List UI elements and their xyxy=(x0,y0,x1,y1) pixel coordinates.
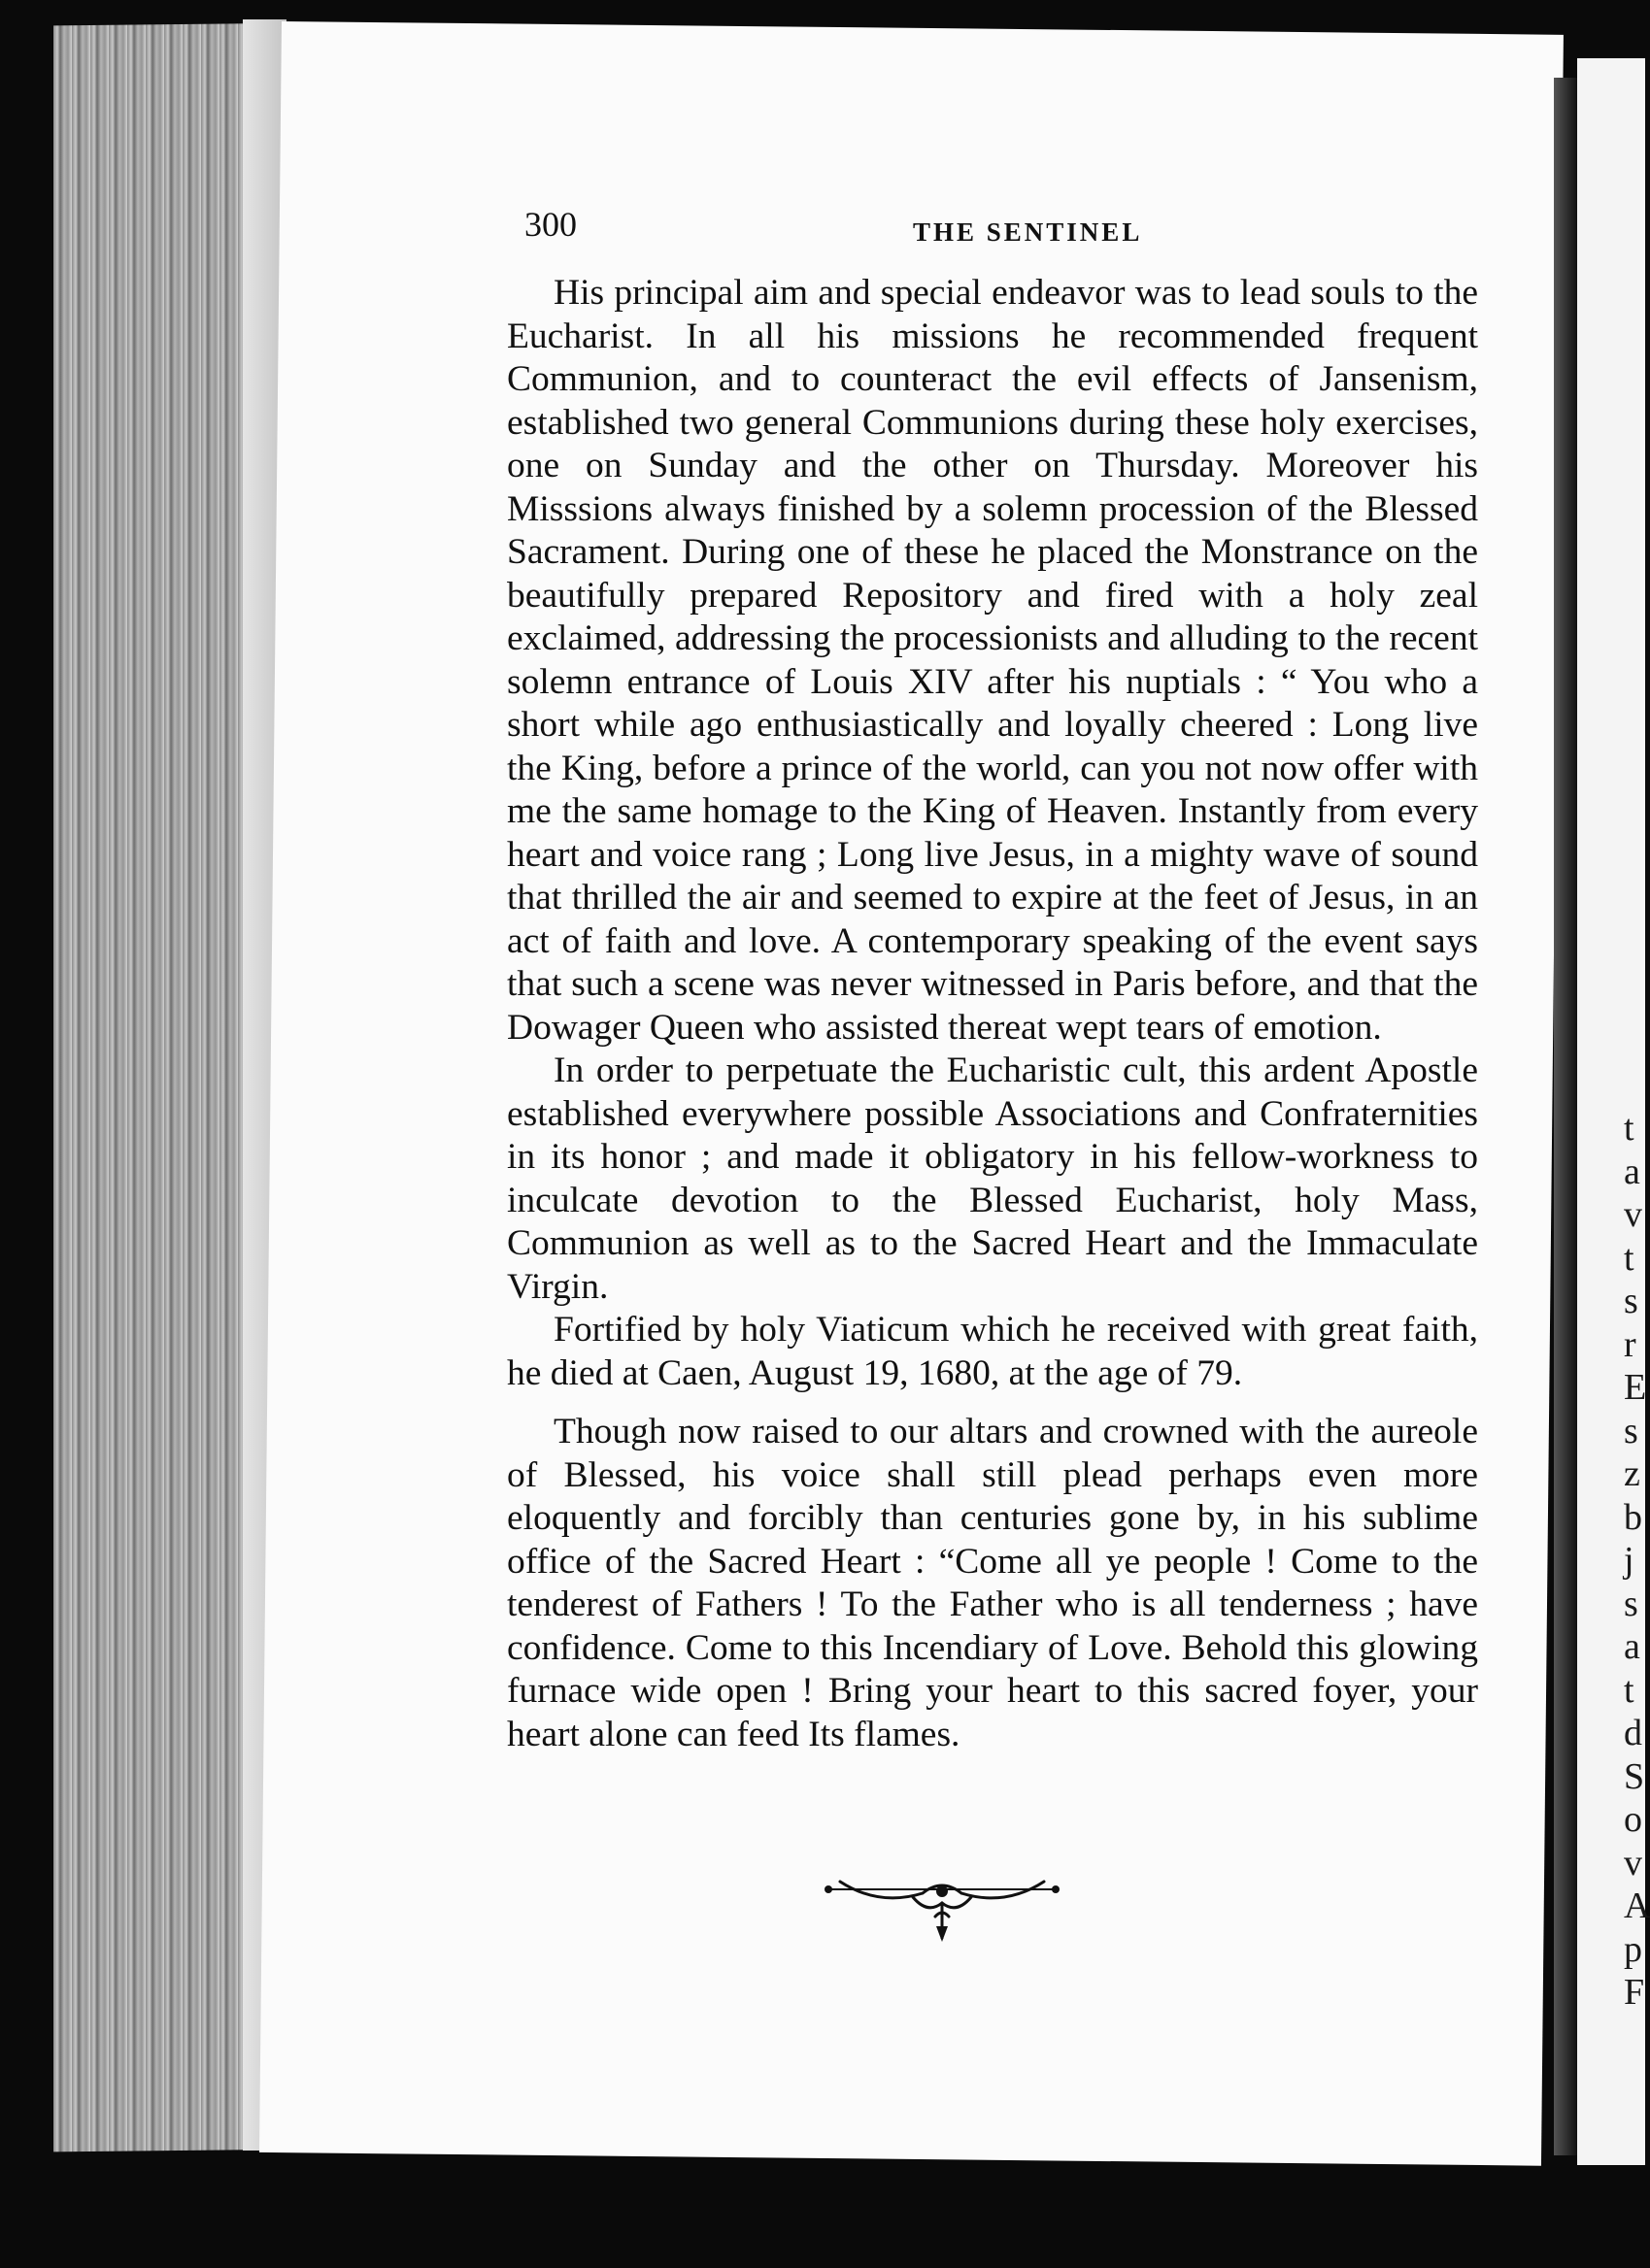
paragraph: In order to perpetuate the Eucharistic cult, this ardent Apostle established everywhere possible Associations and Confraternities in its honor ; and made it obligatory in his fellow-workness to inculcate devotion to the Blessed Eucharist, holy Mass, Communion as well as to the Sacred Heart and the Immaculate Virgin. xyxy=(507,1051,1478,1307)
facing-letter: t xyxy=(1624,1669,1634,1711)
facing-letter: j xyxy=(1624,1540,1634,1581)
facing-letter: s xyxy=(1624,1281,1638,1321)
facing-letter: v xyxy=(1624,1194,1642,1235)
paragraph: Fortified by holy Viaticum which he received with great faith, he died at Caen, August 19, 1680, at the age of 79. xyxy=(507,1310,1478,1393)
page-number: 300 xyxy=(524,205,577,244)
facing-letter: t xyxy=(1624,1237,1634,1279)
facing-letter: d xyxy=(1624,1713,1642,1753)
facing-letter: a xyxy=(1624,1151,1640,1192)
facing-letter: v xyxy=(1624,1842,1642,1884)
facing-letter: s xyxy=(1624,1583,1638,1624)
paragraph: Though now raised to our altars and crowned with the aureole of Blessed, his voice shall still plead perhaps even more eloquently and forcibly than centuries gone by, in his sublime office of the Sacred Heart : “Come all ye people ! Come to the tenderest of Fathers ! To the Father who is all tenderness ; have confidence. Come to this Incendiary of Love. Behold this glowing furnace wide open ! Bring your heart to this sacred foyer, your heart alone can feed Its flames. xyxy=(507,1412,1478,1754)
facing-letter: S xyxy=(1624,1755,1645,1797)
facing-letter: z xyxy=(1624,1453,1640,1494)
facing-letter: a xyxy=(1624,1626,1640,1667)
paragraph: His principal aim and special endeavor was to lead souls to the Eucharist. In all his missions he recommended frequent Communion, and to counteract the evil effects of Jansenism, established two general Communions during these holy exercises, one on Sunday and the other on Thursday. Moreover his Misssions always finished by a solemn procession of the Blessed Sacrament. During one of these he placed the Monstrance on the beautifully prepared Repository and fired with a holy zeal exclaimed, addressing the processionists and alluding to the recent solemn entrance of Louis XIV after his nuptials : “ You who a short while ago enthusiastically and loyally cheered : Long live the King, before a prince of the world, can you not now offer with me the same homage to the King of Heaven. Instantly from every heart and voice rang ; Long live Jesus, in a mighty wave of sound that thrilled the air and seemed to expire at the feet of Jesus, in an act of faith and love. A contemporary speaking of the event says that such a scene was never witnessed in Paris before, and that the Dowager Queen who assisted thereat wept tears of emotion. xyxy=(507,273,1478,1048)
facing-letter: E xyxy=(1624,1367,1647,1408)
facing-letter: r xyxy=(1624,1323,1636,1365)
running-head: THE SENTINEL xyxy=(913,217,1143,247)
facing-letter: b xyxy=(1624,1496,1642,1538)
facing-letter: A xyxy=(1624,1885,1650,1926)
facing-letter: t xyxy=(1624,1108,1634,1149)
page-header xyxy=(524,204,1418,262)
facing-letter: F xyxy=(1624,1972,1645,2013)
body-text xyxy=(507,272,1478,1756)
page-content xyxy=(282,21,1564,2152)
facing-letter: p xyxy=(1624,1928,1642,1970)
facing-letter: s xyxy=(1624,1410,1638,1451)
facing-page-letters xyxy=(1624,1107,1650,2015)
tailpiece-ornament xyxy=(821,1868,1063,1946)
facing-letter: o xyxy=(1624,1799,1642,1840)
